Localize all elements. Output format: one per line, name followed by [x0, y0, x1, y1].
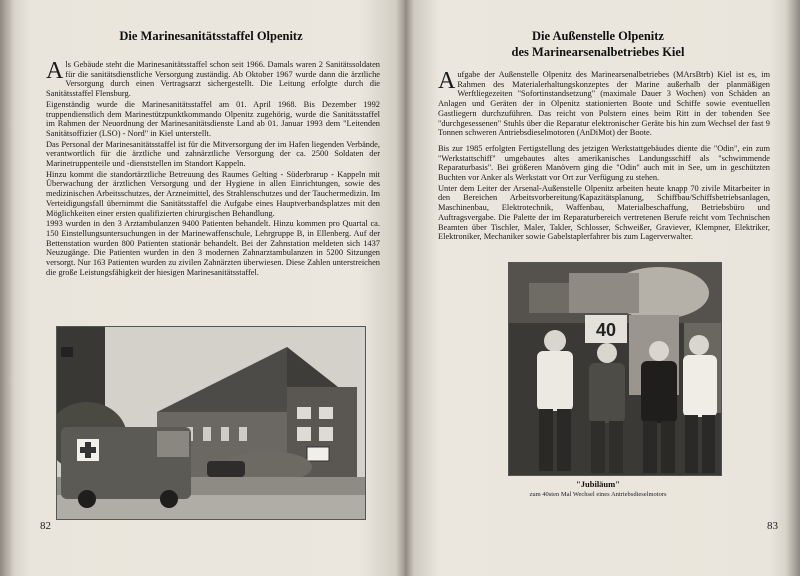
right-page-body [438, 70, 770, 243]
left-paragraph-1: Als Gebäude steht die Marinesanitätsstaffel schon seit 1966. Damals waren 2 Sanitätssoldaten für die sanitätsdienstliche Versorgung zuständig. Ab Oktober 1967 wurde dann die ärztliche Versorgung durch einen Vertragsarzt sichergestellt. Die Leitung erfolgte durch die Sanitätsstaffel Flensburg. [46, 58, 380, 99]
right-page-number: 83 [767, 520, 778, 532]
left-paragraph-4: Hinzu kommt die standortärztliche Betreuung des Raumes Gelting - Süderbrarup - Kappeln mit Überwachung der ärztlichen Versorgung und der Hygiene in allen Einrichtungen, sowie des medizinischen Arbeitsschutzes, der Arzneimittel, des Strahlenschutzes und der Tauchermedizin. Im Verteidigungsfall übernimmt die Sanitätsstaffel die Aufgabe eines Hauptverbandsplatzes mit den Möglichkeiten einer ersten qualifizierten chirurgischen Behandlung. [46, 169, 380, 218]
left-paragraph-5: 1993 wurden in den 3 Arztambulanzen 9400 Patienten behandelt. Hinzu kommen pro Quartal ca. 150 Einstellungsuntersuchungen in der Marinewaffenschule, Lehrgruppe B, in Ellenberg. Auf der Bettenstation wurden 800 Patienten stationär behandelt. Bei der Zahnstation meldeten sich 1437 Neuzugänge. Die Patienten wurden in den 3 modernen Zahnarztambulanzen in 5200 Sitzungen versorgt. Nur 163 Patienten wurden zu zivilen Zahnärzten überwiesen. Diese Zahlen unterstreichen die große Leistungsfähigkeit der hiesigen Marinesanitätsstaffel. [46, 219, 380, 277]
left-page-body [46, 60, 380, 278]
left-page [26, 0, 396, 566]
photo-caption-title: "Jubiläum" [576, 479, 620, 489]
right-title-line-1: Die Außenstelle Olpenitz [532, 29, 664, 43]
right-page-title [414, 28, 782, 60]
right-title-line-2: des Marinearsenalbetriebes Kiel [511, 45, 685, 59]
right-page [414, 0, 782, 566]
ambulance-building-photo [56, 326, 366, 520]
photo-engine-number: 40 [595, 320, 617, 340]
workers-engine-photo [508, 262, 722, 476]
left-paragraph-2: Eigenständig wurde die Marinesanitätsstaffel am 01. April 1968. Bis Dezember 1992 truppendienstlich dem Marinestützpunktkommando Olpenitz zugehörig, wurde die Sanitätsstaffel im Rahmen der Neuordnung der Marinesanitätsdienste Land ab 01. Januar 1993 dem "Leitenden Sanitätsoffizier (LSO) - Nord" in Kiel unterstellt. [46, 99, 380, 138]
left-page-number: 82 [40, 520, 51, 532]
left-paragraph-3: Das Personal der Marinesanitätsstaffel ist für die Mitversorgung der im Hafen liegenden Verbände, verantwortlich für die ärztliche und zahnärztliche Versorgung der ca. 2500 Soldaten der Marinetruppenteile und -dienststellen im Standort Kappeln. [46, 139, 380, 169]
photo-caption: zum 40sten Mal Wechsel eines Antriebsdieselmotors [529, 491, 667, 498]
left-page-title: Die Marinesanitätsstaffel Olpenitz [119, 29, 303, 43]
right-paragraph-3: Unter dem Leiter der Arsenal-Außenstelle Olpenitz arbeiten heute knapp 70 zivile Mitarbeiter in den Bereichen Arbeitsvorbereitung/Kapazitätsplanung, Schiffbau/Schiffsbetriebsanlagen, Maschinenbau, Elektrotechnik, Waffenbau, Materialbeschaffung, Betriebsbüro und Auftragsvergabe. Die Palette der im Reparaturbereich vertretenen Berufe reicht vom Technischen Beamten über Tischler, Maler, Takler, Schlosser, Schweißer, Graviever, Klempner, Elektriker, Elektroniker, Mechaniker sowie Gabelstaplerfahrer bis zum Lagerverwalter. [438, 183, 770, 242]
right-paragraph-1: Aufgabe der Außenstelle Olpenitz des Marinearsenalbetriebes (MArsBtrb) Kiel ist es, im Rahmen des Materialerhaltungskonzeptes der Marine außerhalb der planmäßigen Werftliegezeiten "Sofortinstandsetzung" (maximale Dauer 3 Wochen) von Schäden an Anlagen und Geräten der in Olpenitz stationierten Boote und Schiffe sowie eventuellen Gastliegern durchzuführen. Das reicht von Polstern eines beim Ritt in der tobenden See "durchgesessenen" Stuhls über die Reparatur elektronischer Geräte bis hin zum Wechsel der fast 9 Tonnen schweren Antriebsdieselmotoren (AnDiMot) der Boote. [438, 68, 770, 138]
right-paragraph-2: Bis zur 1985 erfolgten Fertigstellung des jetzigen Werkstattgebäudes diente die "Odin", ein zum "Werkstattschiff" umgebautes altes amerikanisches Landungsschiff als "schwimmende Reparaturbasis". Bei größeren Manövern ging die "Odin" auch mit in See, um in geschützten Buchten vor Anker als Werkstatt vor Ort zur Verfügung zu stehen. [438, 143, 770, 183]
right-dropcap: A [438, 68, 456, 94]
left-dropcap: A [46, 58, 64, 84]
